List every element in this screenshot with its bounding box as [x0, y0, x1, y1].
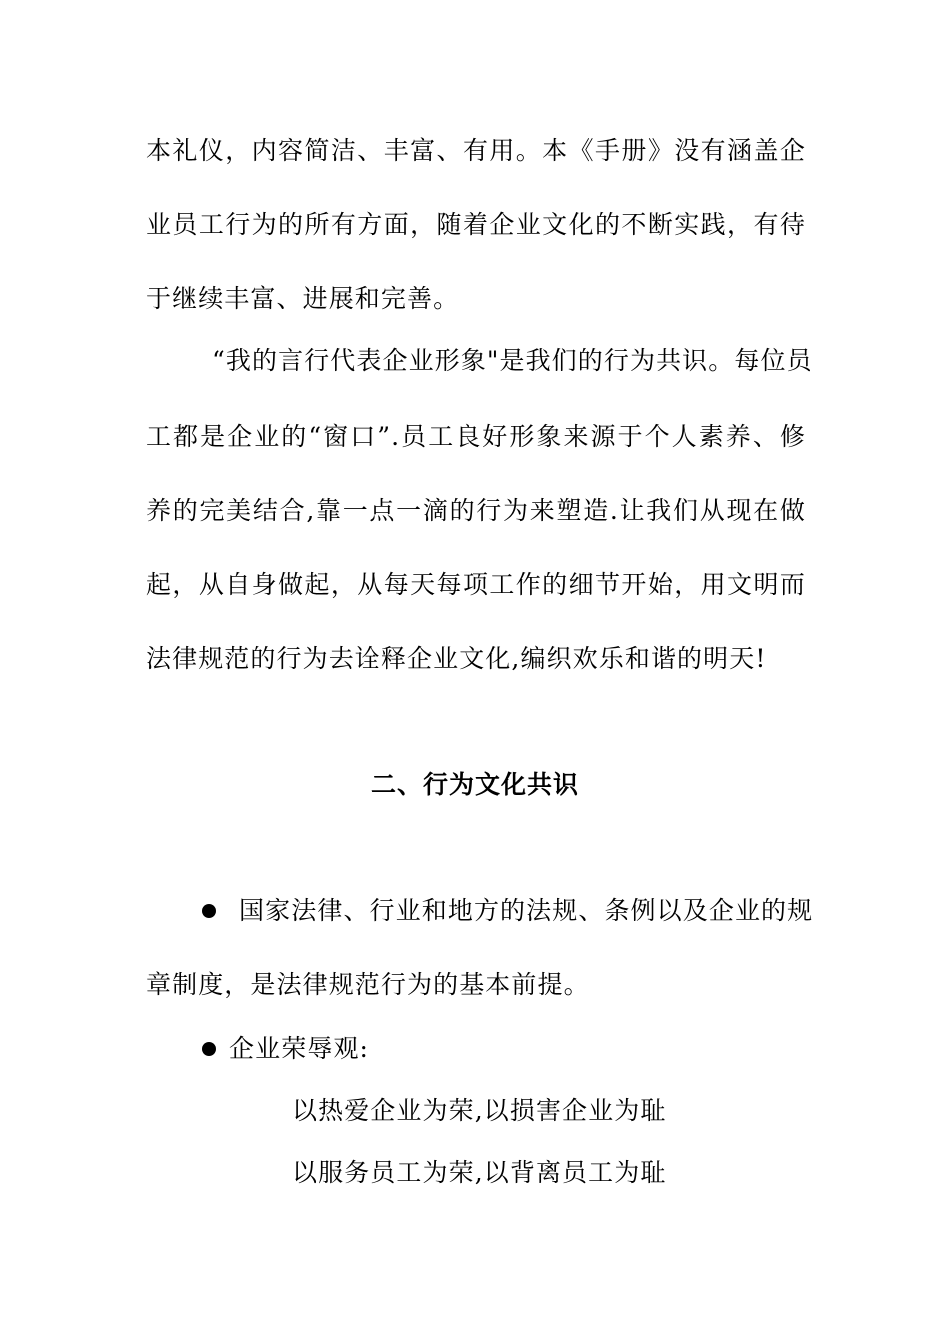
motto-line: 以热爱企业为荣,以损害企业为耻: [292, 1096, 667, 1125]
paragraph-line: 起，从自身做起，从每天每项工作的细节开始，用文明而: [146, 570, 806, 599]
motto-line: 以服务员工为荣,以背离员工为耻: [292, 1158, 667, 1187]
bullet-dot-icon: [202, 1042, 216, 1056]
section-heading: 二、行为文化共识: [370, 770, 579, 799]
bullet-item: [202, 896, 814, 926]
paragraph-line: 于继续丰富、进展和完善。: [146, 284, 460, 313]
paragraph-line: 工都是企业的“窗口”.员工良好形象来源于个人素养、修: [146, 422, 806, 451]
paragraph-line: 业员工行为的所有方面，随着企业文化的不断实践，有待: [146, 210, 806, 239]
bullet-item: [202, 1034, 369, 1064]
bullet-continuation: 章制度，是法律规范行为的基本前提。: [146, 970, 590, 999]
paragraph-line: 法律规范的行为去诠释企业文化,编织欢乐和谐的明天!: [146, 644, 767, 673]
paragraph-line: 养的完美结合,靠一点一滴的行为来塑造.让我们从现在做: [146, 496, 806, 525]
paragraph-line: 本礼仪，内容简洁、丰富、有用。本《手册》没有涵盖企: [146, 136, 806, 165]
bullet-text: 国家法律、行业和地方的法规、条例以及企业的规: [239, 896, 814, 925]
bullet-dot-icon: [202, 904, 216, 918]
paragraph-line: “我的言行代表企业形象"是我们的行为共识。每位员: [212, 346, 813, 375]
bullet-label: 企业荣辱观:: [229, 1034, 370, 1063]
